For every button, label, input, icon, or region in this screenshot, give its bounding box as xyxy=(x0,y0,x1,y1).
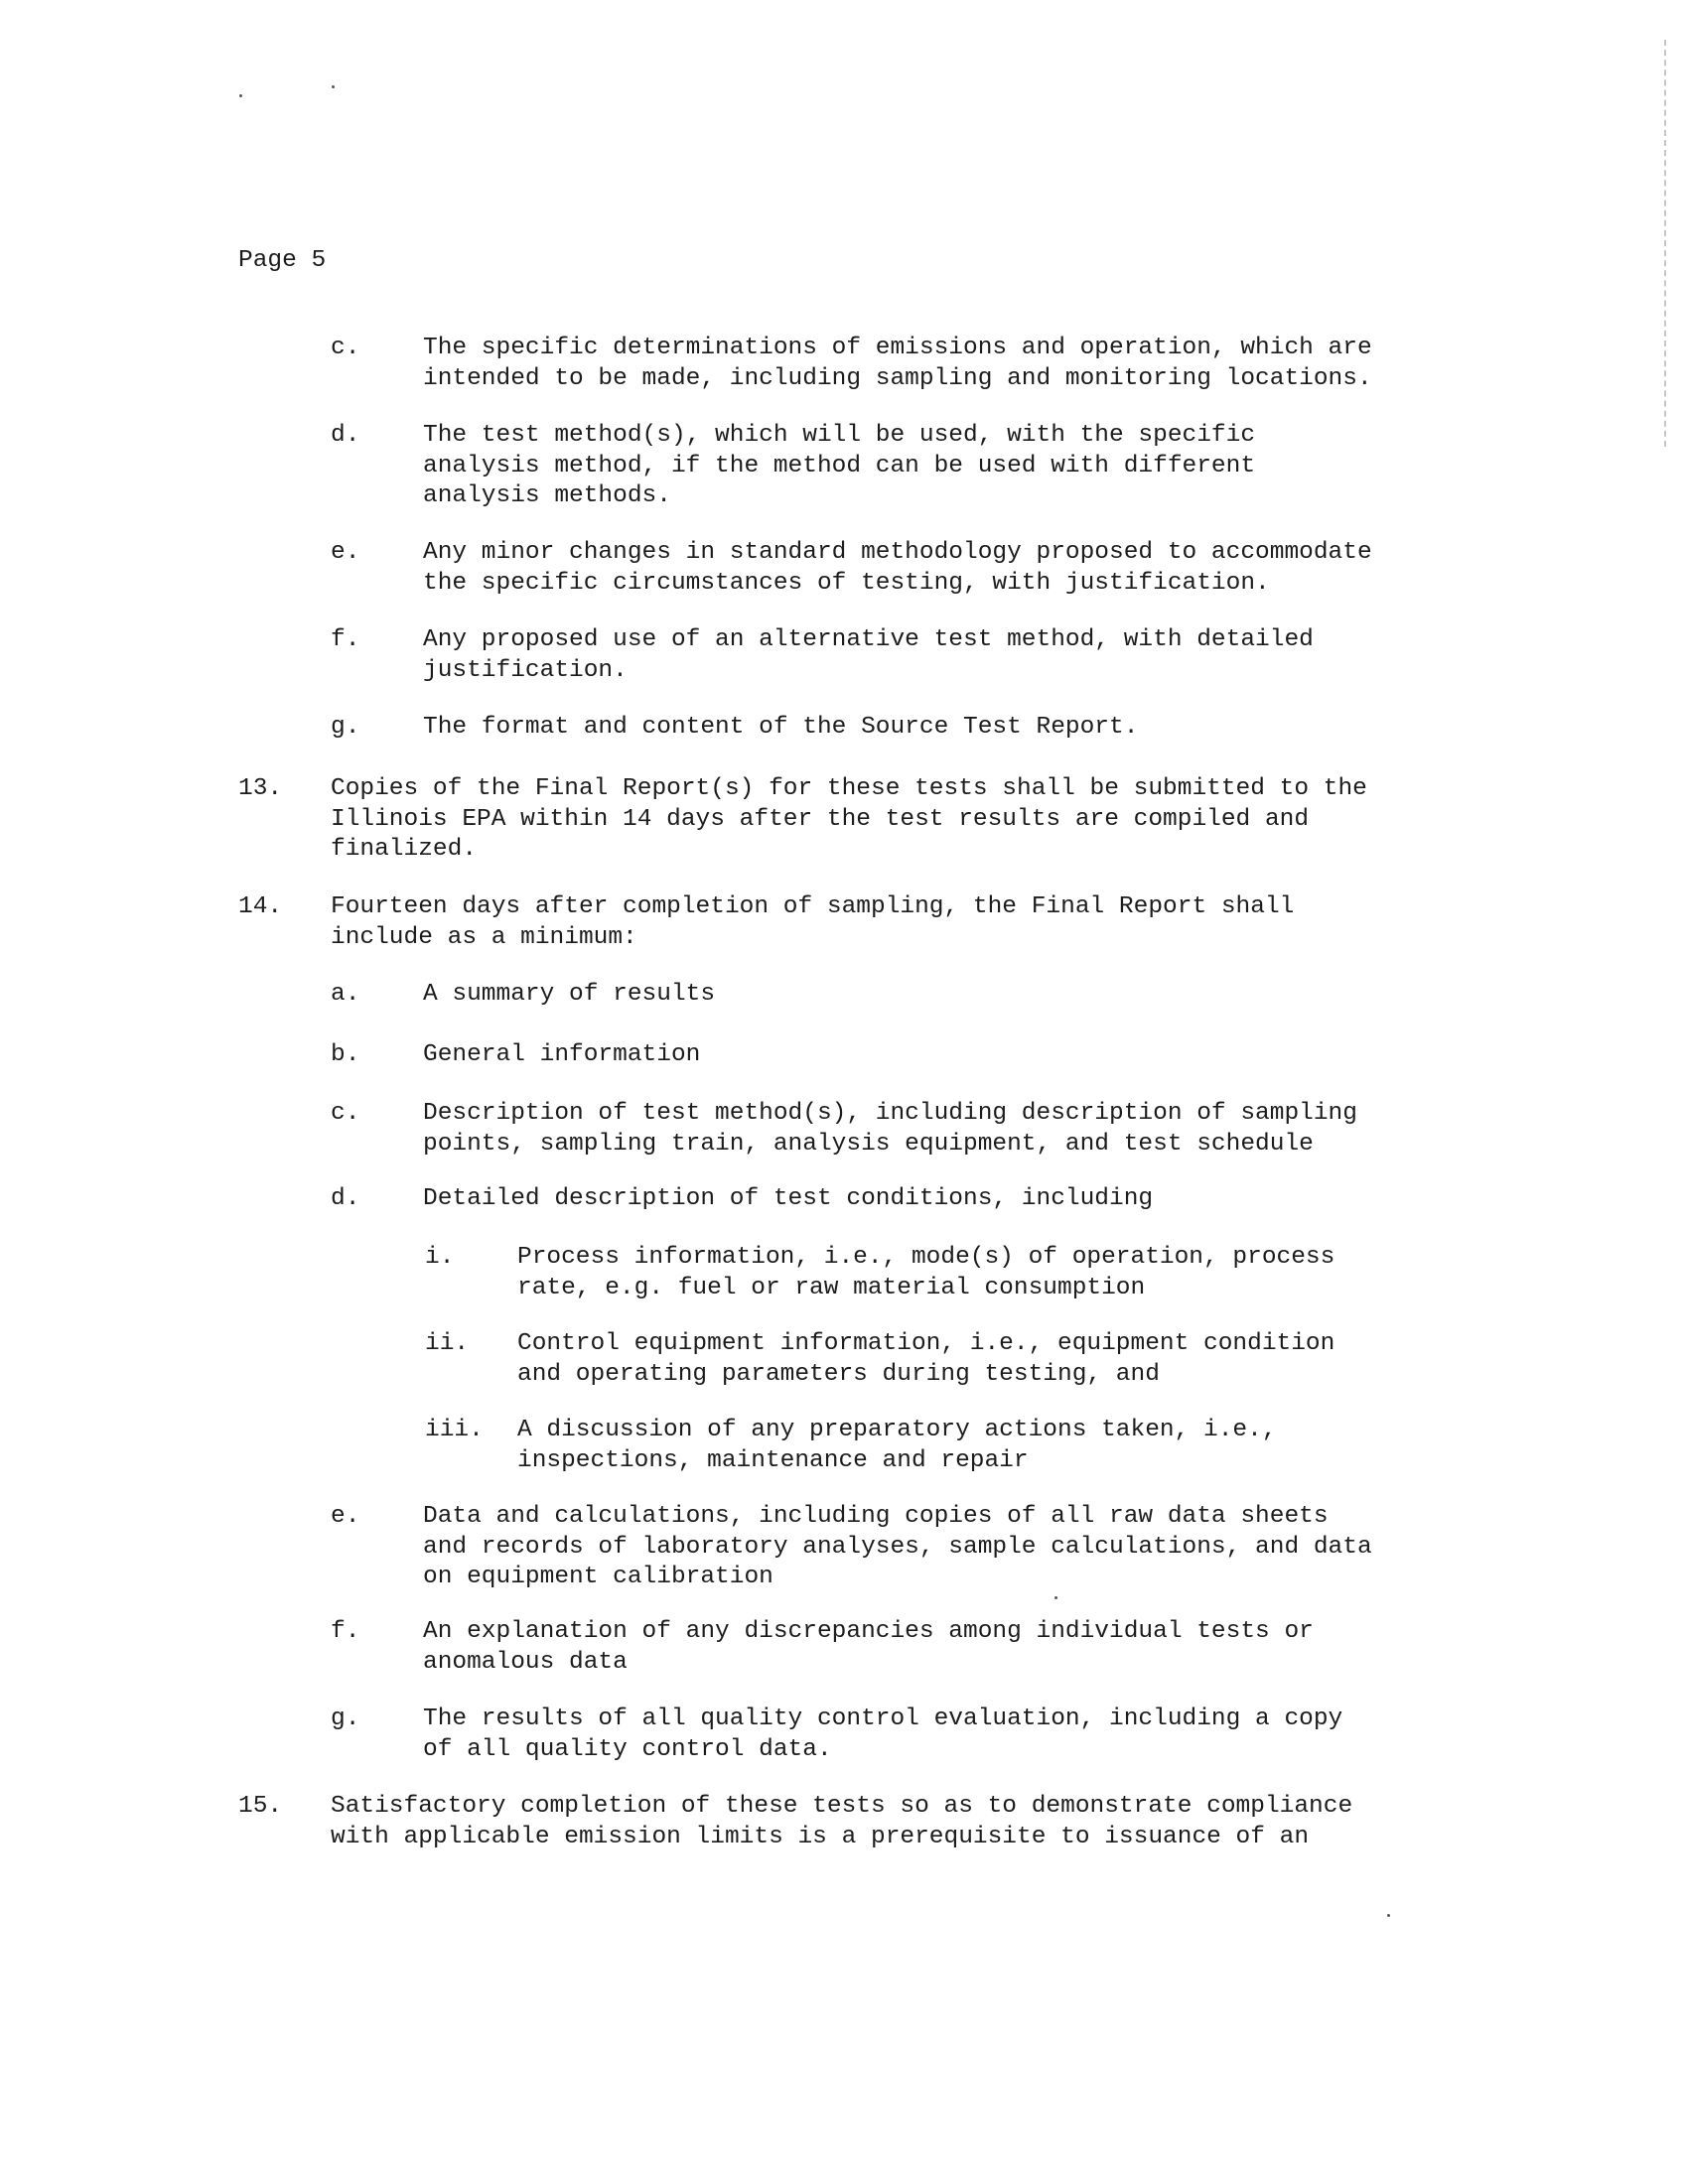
item-line: Process information, i.e., mode(s) of operation, process xyxy=(517,1244,1335,1271)
item-line: An explanation of any discrepancies among individual tests or xyxy=(423,1618,1314,1645)
item-line: The results of all quality control evaluation, including a copy xyxy=(423,1706,1343,1732)
item-label: f. xyxy=(331,626,360,653)
item-line: the specific circumstances of testing, with justification. xyxy=(423,569,1270,597)
item-line: A discussion of any preparatory actions taken, i.e., xyxy=(517,1417,1277,1443)
scan-speck xyxy=(1054,1596,1057,1599)
item-line: Any minor changes in standard methodology proposed to accommodate xyxy=(423,539,1372,566)
item-line: with applicable emission limits is a prerequisite to issuance of an xyxy=(331,1823,1310,1850)
scan-edge-mark xyxy=(1664,40,1666,447)
item-line: Any proposed use of an alternative test method, with detailed xyxy=(423,626,1314,653)
item-label: ii. xyxy=(425,1330,470,1357)
item-number: 13. xyxy=(238,775,283,802)
item-label: d. xyxy=(331,1185,360,1212)
item-text xyxy=(517,1243,1334,1303)
item-text xyxy=(423,1040,700,1071)
item-text xyxy=(331,774,1367,866)
item-line: General information xyxy=(423,1041,701,1068)
item-label: f. xyxy=(331,1618,360,1645)
item-line: The test method(s), which will be used, with the specific xyxy=(423,422,1256,449)
item-line: Fourteen days after completion of sampling, the Final Report shall xyxy=(331,893,1295,920)
item-line: Copies of the Final Report(s) for these tests shall be submitted to the xyxy=(331,775,1367,802)
item-line: Data and calculations, including copies of all raw data sheets xyxy=(423,1503,1329,1530)
item-line: A summary of results xyxy=(423,981,716,1008)
item-text xyxy=(517,1329,1334,1390)
item-text xyxy=(331,892,1294,953)
item-label: iii. xyxy=(425,1417,484,1443)
item-text xyxy=(423,713,1138,744)
item-text xyxy=(423,1184,1153,1215)
item-text xyxy=(331,1792,1352,1852)
item-line: The format and content of the Source Test Report. xyxy=(423,714,1139,741)
item-line: on equipment calibration xyxy=(423,1564,773,1590)
item-line: Description of test method(s), including description of sampling xyxy=(423,1100,1357,1127)
item-line: and operating parameters during testing, and xyxy=(517,1360,1160,1388)
item-text xyxy=(423,1705,1342,1765)
item-line: and records of laboratory analyses, sample calculations, and data xyxy=(423,1533,1372,1561)
item-text xyxy=(423,334,1372,394)
item-number: 14. xyxy=(238,893,283,920)
item-label: e. xyxy=(331,539,360,566)
item-text xyxy=(423,1099,1357,1160)
item-line: analysis method, if the method can be used with different xyxy=(423,452,1256,479)
scan-speck xyxy=(1387,1914,1390,1917)
item-label: e. xyxy=(331,1503,360,1530)
item-text xyxy=(423,1502,1372,1593)
item-line: of all quality control data. xyxy=(423,1735,832,1763)
item-line: anomalous data xyxy=(423,1648,628,1676)
item-line: intended to be made, including sampling and monitoring locations. xyxy=(423,364,1372,392)
item-text xyxy=(423,1617,1314,1678)
item-line: analysis methods. xyxy=(423,482,671,509)
item-label: b. xyxy=(331,1041,360,1068)
scan-speck xyxy=(332,85,335,88)
item-line: Satisfactory completion of these tests so as to demonstrate compliance xyxy=(331,1793,1353,1820)
item-line: include as a minimum: xyxy=(331,923,637,951)
item-line: The specific determinations of emissions and operation, which are xyxy=(423,335,1372,361)
item-line: finalized. xyxy=(331,836,478,863)
item-line: Detailed description of test conditions, including xyxy=(423,1185,1154,1212)
item-label: g. xyxy=(331,714,360,741)
item-line: rate, e.g. fuel or raw material consumption xyxy=(517,1274,1146,1301)
item-number: 15. xyxy=(238,1793,283,1820)
item-label: g. xyxy=(331,1706,360,1732)
item-text xyxy=(423,980,715,1011)
item-line: Illinois EPA within 14 days after the test results are compiled and xyxy=(331,805,1310,833)
item-text xyxy=(423,538,1372,599)
item-line: Control equipment information, i.e., equipment condition xyxy=(517,1330,1335,1357)
page-number: Page 5 xyxy=(238,247,327,274)
item-label: d. xyxy=(331,422,360,449)
item-text xyxy=(423,625,1314,686)
item-label: a. xyxy=(331,981,360,1008)
item-text xyxy=(517,1416,1277,1476)
item-line: inspections, maintenance and repair xyxy=(517,1446,1029,1474)
item-label: c. xyxy=(331,335,360,361)
item-line: justification. xyxy=(423,656,628,684)
item-label: i. xyxy=(425,1244,455,1271)
scan-speck xyxy=(239,94,242,97)
item-text xyxy=(423,421,1255,512)
item-label: c. xyxy=(331,1100,360,1127)
item-line: points, sampling train, analysis equipment, and test schedule xyxy=(423,1130,1314,1158)
